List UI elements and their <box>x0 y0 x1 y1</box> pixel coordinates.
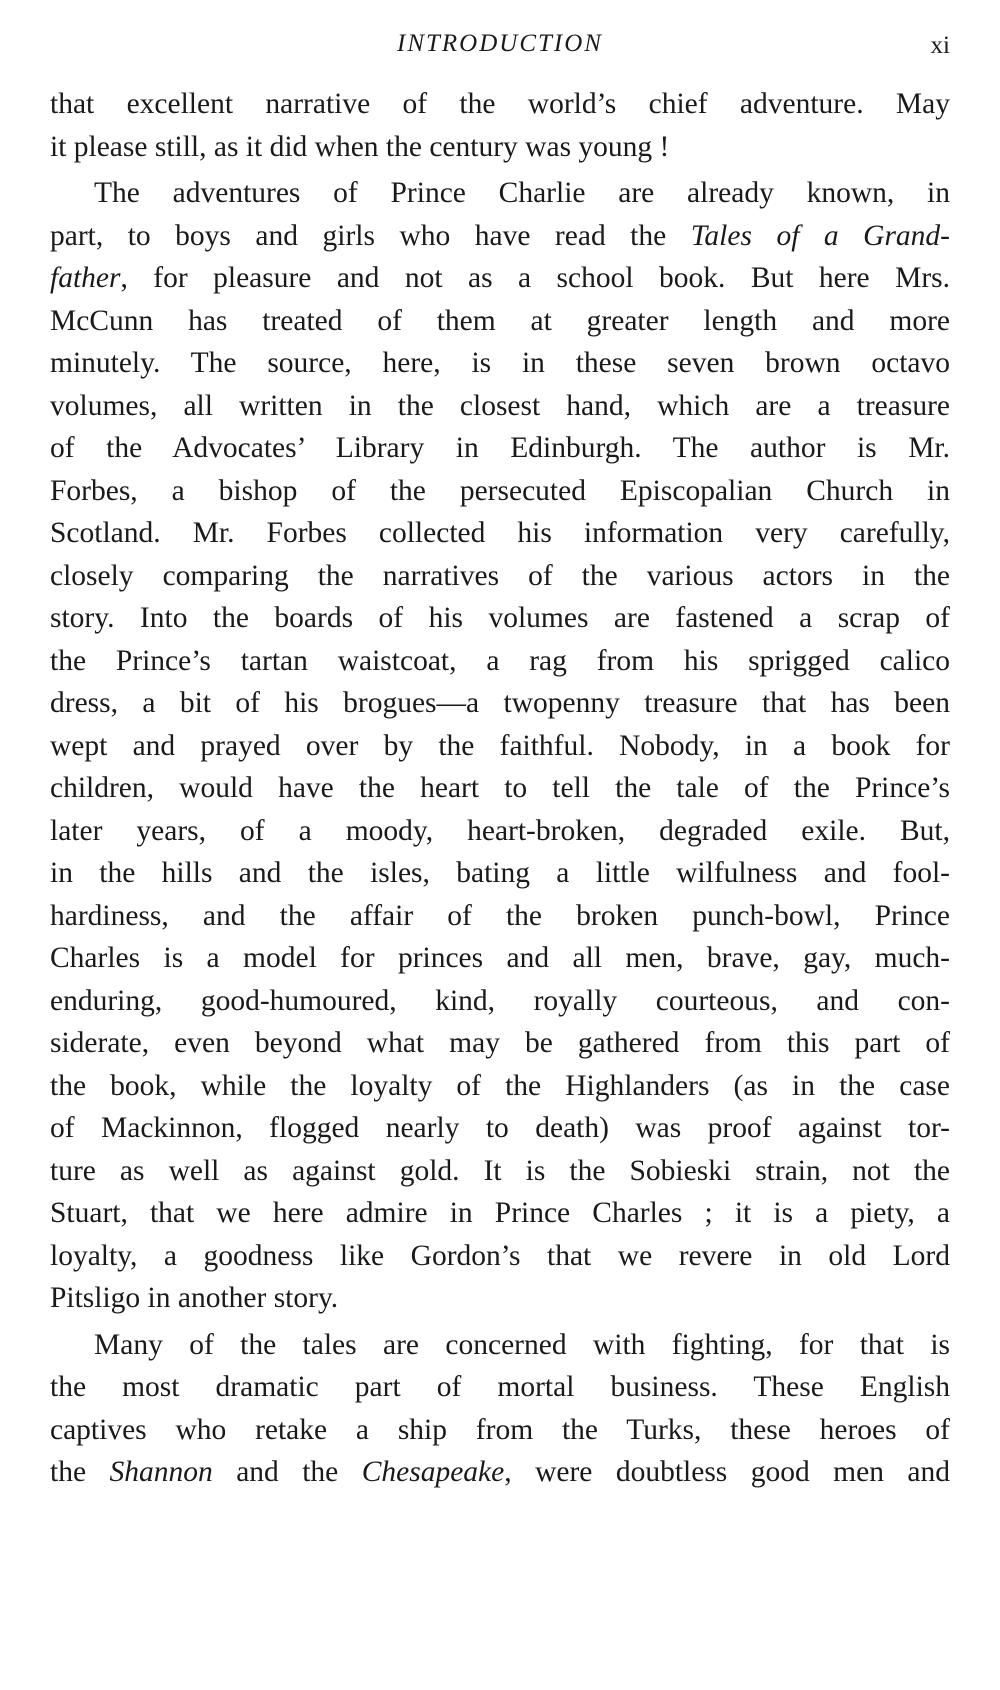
text-line: later years, of a moody, heart-broken, degraded exile. But, <box>50 814 950 847</box>
text-line: captives who retake a ship from the Turks, these heroes of <box>50 1413 950 1446</box>
text-line: volumes, all written in the closest hand, which are a treasure <box>50 389 950 422</box>
text-line: loyalty, a goodness like Gordon’s that we revere in old Lord <box>50 1239 950 1272</box>
text-line: children, would have the heart to tell the tale of the Prince’s <box>50 772 950 804</box>
running-head <box>50 30 950 66</box>
text-line: of Mackinnon, flogged nearly to death) was proof against tor- <box>50 1112 950 1144</box>
text-span: , for pleasure and not as a school book. But here Mrs. <box>120 262 950 294</box>
text-line <box>50 215 950 258</box>
text-line: Pitsligo in another story. <box>50 1282 339 1314</box>
text-line: the most dramatic part of mortal business. These English <box>50 1371 950 1403</box>
text-line <box>50 1451 950 1494</box>
text-span: the <box>50 1456 87 1488</box>
book-title-italic: Tales of a Grand- <box>690 219 950 252</box>
text-line: Forbes, a bishop of the persecuted Episcopalian Church in <box>50 474 950 507</box>
text-span: part, to boys and girls who have read the <box>50 219 667 252</box>
text-line: dress, a bit of his brogues—a twopenny treasure that has been <box>50 687 950 719</box>
text-line: The adventures of Prince Charlie are already known, in <box>94 177 950 209</box>
text-line: closely comparing the narratives of the various actors in the <box>50 559 950 592</box>
text-line: Stuart, that we here admire in Prince Charles ; it is a piety, a <box>50 1197 950 1229</box>
book-title-italic: father <box>50 262 121 294</box>
text-line: in the hills and the isles, bating a little wilfulness and fool- <box>50 857 950 889</box>
text-line: it please still, as it did when the century was young ! <box>50 130 670 163</box>
text-line <box>50 257 950 300</box>
paragraph-1 <box>50 83 950 168</box>
running-title: INTRODUCTION <box>397 30 603 57</box>
text-line: McCunn has treated of them at greater length and more <box>50 304 950 337</box>
text-span: , were doubtless good men and <box>504 1456 950 1488</box>
ship-name-italic: Shannon <box>109 1456 213 1488</box>
text-line: enduring, good-humoured, kind, royally courteous, and con- <box>50 984 950 1017</box>
text-line: minutely. The source, here, is in these seven brown octavo <box>50 347 950 379</box>
text-line: story. Into the boards of his volumes are fastened a scrap of <box>50 602 950 634</box>
text-line: of the Advocates’ Library in Edinburgh. The author is Mr. <box>50 432 950 464</box>
body-text <box>50 83 950 1494</box>
text-line: Charles is a model for princes and all men, brave, gay, much- <box>50 942 950 974</box>
ship-name-italic: Chesapeake <box>361 1456 505 1488</box>
paragraph-2 <box>50 172 950 1320</box>
text-line: hardiness, and the affair of the broken punch-bowl, Prince <box>50 899 950 932</box>
paragraph-3 <box>50 1324 950 1494</box>
text-line: Scotland. Mr. Forbes collected his information very carefully, <box>50 517 950 549</box>
page-number: xi <box>930 32 950 59</box>
text-line: Many of the tales are concerned with fighting, for that is <box>94 1328 950 1361</box>
text-line: ture as well as against gold. It is the Sobieski strain, not the <box>50 1154 950 1187</box>
text-line: the Prince’s tartan waistcoat, a rag from his sprigged calico <box>50 644 950 677</box>
text-line: that excellent narrative of the world’s chief adventure. May <box>50 88 950 120</box>
text-line: siderate, even beyond what may be gathered from this part of <box>50 1027 950 1059</box>
text-line: wept and prayed over by the faithful. Nobody, in a book for <box>50 729 950 762</box>
text-line: the book, while the loyalty of the Highlanders (as in the case <box>50 1069 950 1102</box>
text-span: and the <box>212 1456 362 1488</box>
